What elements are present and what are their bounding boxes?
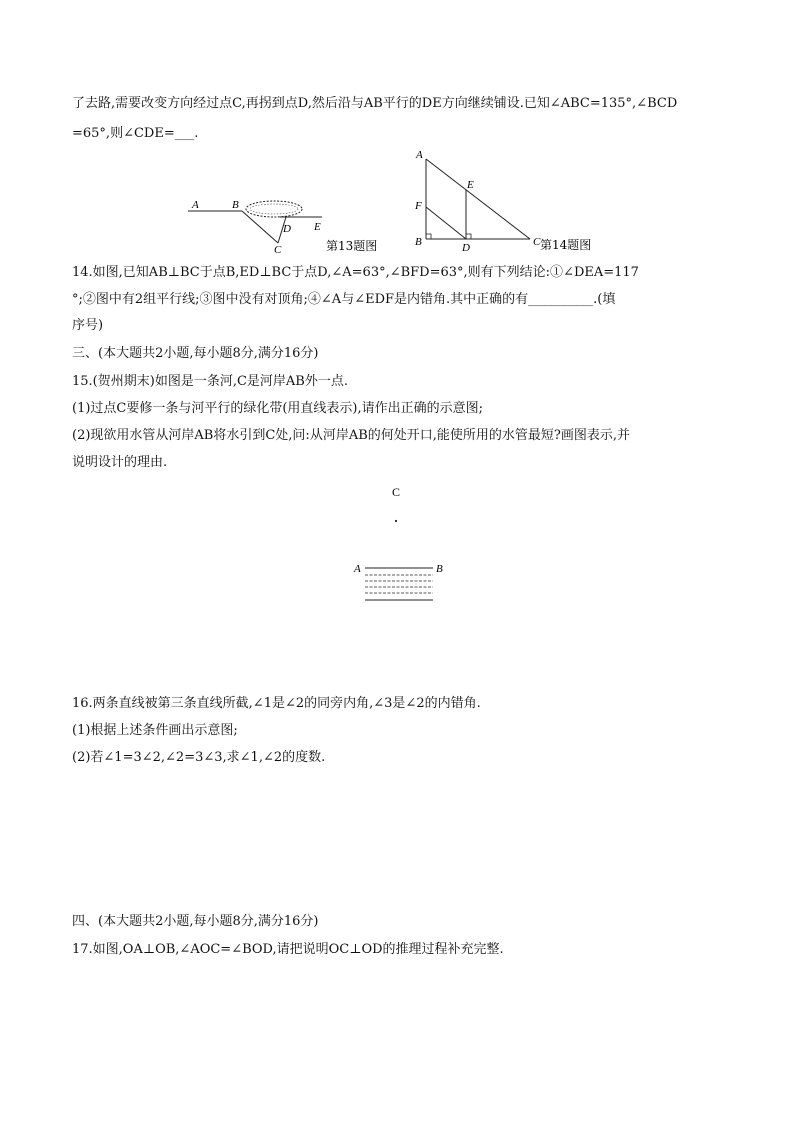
label-e: E <box>467 179 474 191</box>
right-angle-b <box>426 234 431 239</box>
figure-14 <box>410 145 610 257</box>
figure-13 <box>180 190 420 260</box>
label-d: D <box>462 242 470 254</box>
q16-text-line-1: 16.两条直线被第三条直线所截,∠1是∠2的同旁内角,∠3是∠2的内错角. <box>72 696 481 711</box>
q15-text-line-4: 说明设计的理由. <box>72 455 168 470</box>
label-c: C <box>533 236 541 248</box>
q17-text-line-1: 17.如图,OA⊥OB,∠AOC=∠BOD,请把说明OC⊥OD的推理过程补充完整. <box>72 942 504 957</box>
q13-text-line-1: 了去路,需要改变方向经过点C,再拐到点D,然后沿与AB平行的DE方向继续铺设.已知∠ABC=135°,∠BCD <box>72 96 678 111</box>
label-c: C <box>274 244 282 256</box>
right-angle-d <box>466 234 471 239</box>
point-c <box>395 520 397 522</box>
q16-text-line-2: (1)根据上述条件画出示意图; <box>72 723 238 738</box>
q15-text-line-1: 15.(贺州期末)如图是一条河,C是河岸AB外一点. <box>72 374 348 389</box>
label-b: B <box>415 236 422 248</box>
figure-14-caption: 第14题图 <box>540 238 592 252</box>
q15-text-line-2: (1)过点C要修一条与河平行的绿化带(用直线表示),请作出正确的示意图; <box>72 401 484 416</box>
pond-shape <box>246 201 302 217</box>
q15-text-line-3: (2)现欲用水管从河岸AB将水引到C处,问:从河岸AB的何处开口,能使所用的水管最短?画图表示,并 <box>72 428 630 443</box>
q13-text-line-2: =65°,则∠CDE=___. <box>72 126 199 141</box>
label-f: F <box>415 200 422 212</box>
label-a: A <box>192 199 199 211</box>
figure-15-river <box>340 480 460 610</box>
q16-text-line-3: (2)若∠1=3∠2,∠2=3∠3,求∠1,∠2的度数. <box>72 750 326 765</box>
label-b: B <box>232 199 239 211</box>
section-4-title: 四、(本大题共2小题,每小题8分,满分16分) <box>72 914 319 929</box>
label-point-c: C <box>392 485 401 499</box>
label-d: D <box>283 223 291 235</box>
segment-ac <box>426 159 530 239</box>
label-a: A <box>354 563 361 575</box>
label-a: A <box>416 149 423 161</box>
q14-text-line-1: 14.如图,已知AB⊥BC于点B,ED⊥BC于点D,∠A=63°,∠BFD=63°,则有下列结论:①∠DEA=117 <box>72 265 639 280</box>
figure-13-caption: 第13题图 <box>326 239 378 253</box>
segment-bc <box>242 211 278 243</box>
segment-fd <box>426 207 466 239</box>
q14-text-line-2: °;②图中有2组平行线;③图中没有对顶角;④∠A与∠EDF是内错角.其中正确的有__________.(填 <box>72 292 616 307</box>
label-b: B <box>436 563 443 575</box>
label-e: E <box>314 221 321 233</box>
q14-text-line-3: 序号) <box>72 318 104 333</box>
section-3-title: 三、(本大题共2小题,每小题8分,满分16分) <box>72 346 319 361</box>
